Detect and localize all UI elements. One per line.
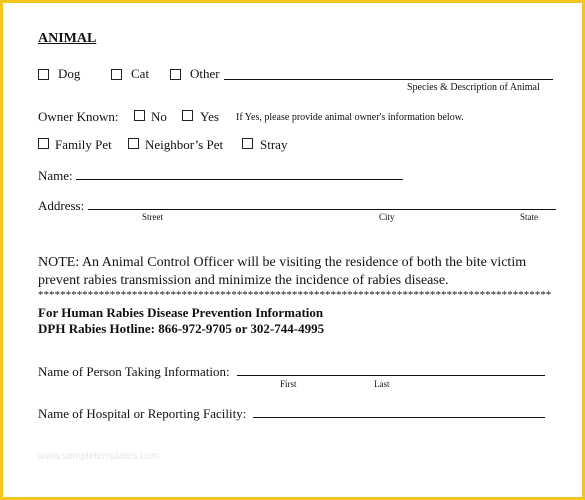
street-caption: Street — [142, 212, 163, 222]
family-pet-checkbox[interactable] — [38, 138, 49, 149]
owner-name-field[interactable] — [76, 179, 403, 180]
cat-checkbox[interactable] — [111, 69, 122, 80]
cat-label: Cat — [131, 66, 150, 81]
stray-label: Stray — [260, 137, 288, 152]
rabies-hotline: DPH Rabies Hotline: 866-972-9705 or 302-744-4995 — [38, 321, 325, 336]
address-label: Address: — [38, 198, 85, 213]
owner-no-label: No — [151, 109, 167, 124]
state-caption: State — [520, 212, 538, 222]
note-line-2: prevent rabies transmission and minimize the incidence of rabies disease. — [38, 273, 449, 288]
owner-yes-checkbox[interactable] — [182, 110, 193, 121]
other-description-field[interactable] — [224, 79, 553, 80]
species-caption: Species & Description of Animal — [407, 82, 540, 93]
last-caption: Last — [374, 379, 390, 389]
other-checkbox[interactable] — [170, 69, 181, 80]
prevention-info-title: For Human Rabies Disease Prevention Information — [38, 305, 324, 320]
section-title: ANIMAL — [38, 31, 97, 46]
address-field[interactable] — [88, 209, 556, 210]
dog-label: Dog — [58, 66, 81, 81]
person-taking-field[interactable] — [237, 375, 545, 376]
stray-checkbox[interactable] — [242, 138, 253, 149]
neighbor-pet-label: Neighbor’s Pet — [145, 137, 224, 152]
note-line-1: NOTE: An Animal Control Officer will be visiting the residence of both the bite victim — [38, 255, 527, 270]
owner-yes-label: Yes — [200, 109, 219, 124]
first-caption: First — [280, 379, 297, 389]
family-pet-label: Family Pet — [55, 137, 112, 152]
separator-stars: ********************************************************************************************* — [38, 290, 552, 300]
person-taking-label: Name of Person Taking Information: — [38, 364, 230, 379]
hospital-label: Name of Hospital or Reporting Facility: — [38, 406, 247, 421]
city-caption: City — [379, 212, 395, 222]
owner-name-label: Name: — [38, 168, 73, 183]
owner-known-label: Owner Known: — [38, 109, 119, 124]
neighbor-pet-checkbox[interactable] — [128, 138, 139, 149]
owner-note: If Yes, please provide animal owner's information below. — [236, 112, 464, 123]
dog-checkbox[interactable] — [38, 69, 49, 80]
other-label: Other — [190, 66, 220, 81]
owner-no-checkbox[interactable] — [134, 110, 145, 121]
watermark-text: www.sampletemplates.com — [38, 451, 160, 462]
hospital-field[interactable] — [253, 417, 545, 418]
